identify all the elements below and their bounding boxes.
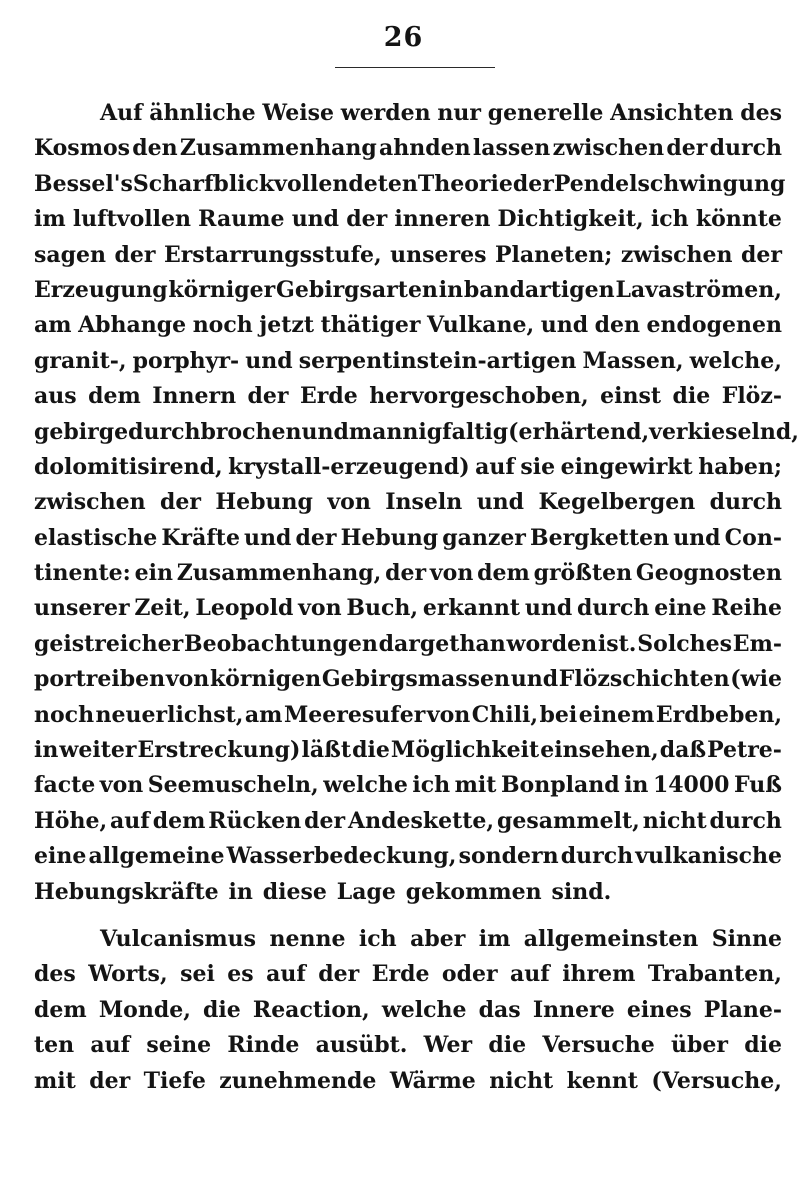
header-rule [335,67,495,68]
text-line: geistreicher Beobachtungen dargethan worden ist. Solches Em- [34,630,782,657]
body-text [34,96,799,1099]
text-line: in weiter Erstreckung) läßt die Möglichkeit einsehen, daß Petre- [34,737,782,764]
text-line: gebirge durchbrochen und mannigfaltig (erhärtend, verkieselnd, [34,418,799,445]
text-line: granit-, porphyr- und serpentinstein-artigen Massen, welche, [34,347,782,374]
text-line: tinente: ein Zusammenhang, der von dem größten Geognosten [34,560,782,587]
text-line: Auf ähnliche Weise werden nur generelle Ansichten des [100,100,782,126]
text-line: facte von Seemuscheln, welche ich mit Bonpland in 14000 Fuß [34,772,782,799]
text-line: Hebungskräfte in diese Lage gekommen sind. [34,878,612,905]
text-line: dolomitisirend, krystall-erzeugend) auf sie eingewirkt haben; [34,453,782,480]
text-line: noch neuerlichst, am Meeresufer von Chili, bei einem Erdbeben, [34,701,782,728]
text-line: mit der Tiefe zunehmende Wärme nicht kennt (Versuche, [34,1067,782,1094]
text-line: portreiben von körnigen Gebirgsmassen und Flözschichten (wie [34,666,782,693]
text-line: zwischen der Hebung von Inseln und Kegelbergen durch [34,489,782,516]
text-line: ten auf seine Rinde ausübt. Wer die Versuche über die [34,1032,782,1059]
text-line: Erzeugung körniger Gebirgsarten in bandartigen Lavaströmen, [34,276,782,303]
text-line: dem Monde, die Reaction, welche das Innere eines Plane- [34,996,782,1023]
page-number: 26 [383,22,424,53]
text-line: Vulcanismus nenne ich aber im allgemeinsten Sinne [100,925,782,952]
text-line: unserer Zeit, Leopold von Buch, erkannt und durch eine Reihe [34,595,782,622]
text-line: im luftvollen Raume und der inneren Dichtigkeit, ich könnte [34,206,782,233]
text-line: Höhe, auf dem Rücken der Andeskette, gesammelt, nicht durch [34,807,782,834]
text-line: aus dem Innern der Erde hervorgeschoben, einst die Flöz- [34,383,782,410]
text-line: des Worts, sei es auf der Erde oder auf ihrem Trabanten, [34,961,782,988]
text-line: elastische Kräfte und der Hebung ganzer Bergketten und Con- [34,524,782,551]
text-line: Bessel's Scharfblick vollendeten Theorie der Pendelschwingung [34,170,786,197]
text-line: am Abhange noch jetzt thätiger Vulkane, und den endogenen [34,312,782,339]
text-line: eine allgemeine Wasserbedeckung, sondern durch vulkanische [34,843,782,870]
text-line: Kosmos den Zusammenhang ahnden lassen zwischen der durch [34,135,782,162]
text-line: sagen der Erstarrungsstufe, unseres Planeten; zwischen der [34,241,782,268]
